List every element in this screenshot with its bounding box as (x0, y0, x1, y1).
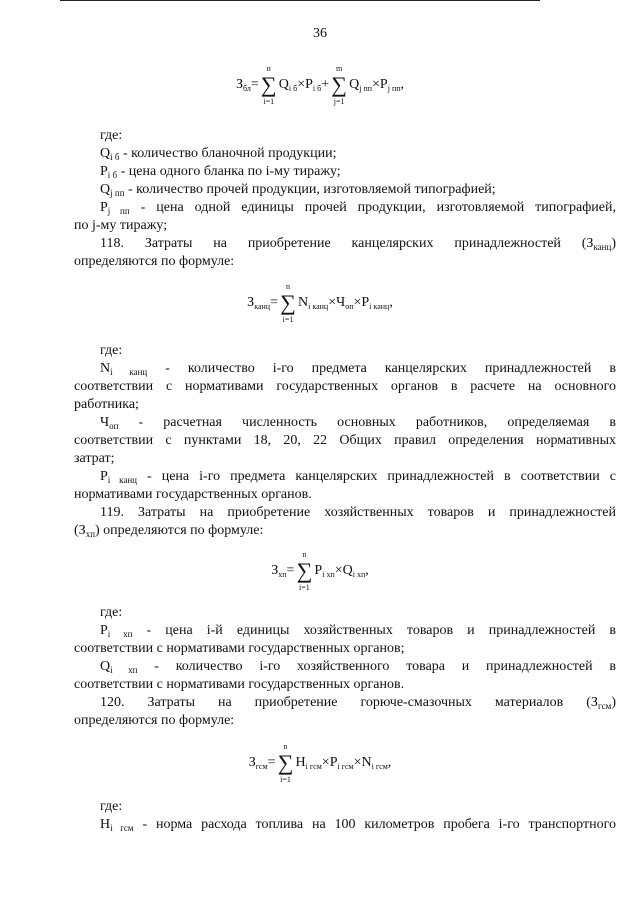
item-text: 120. Затраты на приобретение горюче-смазочных материалов (З (100, 695, 598, 710)
top-rule (60, 0, 540, 1)
item-text-end: ) (611, 236, 616, 251)
formula-lhs: З (271, 563, 279, 579)
sum-symbol (330, 64, 348, 106)
sigma-glyph: ∑ (277, 750, 294, 775)
definition-text: - цена одного бланка по i-му тиражу; (117, 164, 341, 179)
formula-term-sub: i б (288, 84, 298, 94)
sum-lower-limit: i=1 (282, 315, 294, 324)
sum-lower-limit: i=1 (263, 97, 275, 106)
formula-term-sub: оп (345, 302, 354, 312)
sum-upper-limit: n (302, 550, 307, 559)
formula-lhs: З (248, 755, 256, 771)
definition-text: - количество прочей продукции, изготовляемой типографией; (124, 182, 496, 197)
formula-lhs-sub: гсм (255, 762, 268, 772)
definition-text: - цена i-й единицы хозяйственных товаров и принадлежностей в (132, 623, 616, 638)
formula-lhs: З (247, 295, 255, 311)
sum-lower-limit: i=1 (299, 583, 310, 592)
symbol: P (100, 164, 108, 179)
sigma-glyph: ∑ (260, 72, 277, 97)
times-sign: × (353, 295, 362, 311)
times-sign: × (297, 77, 306, 93)
formula-term: P (329, 755, 338, 771)
formula-lhs: З (235, 77, 243, 93)
formula-term-sub: i канц (369, 302, 390, 312)
formula-term: Q (278, 77, 289, 93)
formula-term: Q (342, 563, 353, 579)
item-sub: хп (85, 529, 96, 539)
formula-term: Ч (336, 295, 346, 311)
formula-fuel-costs (0, 742, 640, 784)
where-label: где: (100, 343, 123, 358)
symbol-sub: оп (109, 421, 119, 431)
definition-text: - количество i-го хозяйственного товара и принадлежностей в (137, 659, 616, 674)
symbol: Ч (100, 415, 110, 430)
formula-lhs-sub: хп (278, 570, 287, 580)
formula-household-costs (0, 550, 640, 592)
formula-term-sub: i гсм (337, 762, 354, 772)
sigma-glyph: ∑ (296, 558, 313, 583)
item-text: 118. Затраты на приобретение канцелярских принадлежностей (З (100, 236, 594, 251)
formula-blank-costs (0, 64, 640, 106)
times-sign: × (372, 77, 380, 93)
formula-term: P (361, 295, 370, 311)
definition-line-cont: по j-му тиражу; (74, 218, 168, 233)
formula-term: N (297, 295, 309, 311)
definition-text: - цена одной единицы прочей продукции, изготовляемой типографией, (129, 200, 616, 215)
formula-comma: , (389, 295, 393, 311)
times-sign: × (328, 295, 337, 311)
symbol-sub: i хп (107, 629, 133, 639)
sum-upper-limit: n (266, 64, 271, 73)
item-text-end: ) (611, 695, 616, 710)
definition-line (100, 816, 616, 837)
symbol-sub: i канц (110, 367, 148, 377)
equals-sign: = (250, 77, 259, 93)
formula-term-sub: i хп (322, 570, 335, 580)
definition-line-cont: затрат; (74, 451, 115, 466)
formula-term: P (305, 77, 313, 93)
item-sub: канц (593, 242, 612, 252)
symbol-sub: i гсм (110, 823, 134, 833)
formula-term-sub: i гсм (305, 762, 322, 772)
symbol: P (100, 623, 108, 638)
definition-text: - количество бланочной продукции; (119, 146, 337, 161)
formula-comma: , (400, 77, 405, 93)
item-sub: гсм (597, 701, 612, 711)
formula-term: H (295, 755, 306, 771)
definition-text: - количество i-го предмета канцелярских принадлежностей в (147, 361, 616, 376)
formula-term: P (379, 77, 388, 93)
formula-lhs-sub: канц (254, 302, 271, 312)
item-119-heading: 119. Затраты на приобретение хозяйственных товаров и принадлежностей (100, 505, 616, 520)
formula-term-sub: j пп (387, 84, 401, 94)
definition-line-cont: соответствии с нормативами государственных органов. (74, 677, 405, 692)
symbol-sub: i б (110, 152, 120, 162)
formula-term-sub: i б (312, 84, 322, 94)
formula-term-sub: i хп (352, 570, 366, 580)
symbol-sub: i б (107, 170, 118, 180)
definition-line-cont: соответствии с нормативами государственных органов; (74, 641, 405, 656)
definition-line-cont: соответствии с пунктами 18, 20, 22 Общих правил определения нормативных (74, 433, 616, 448)
sum-lower-limit: j=1 (333, 97, 345, 106)
formula-term-sub: j пп (359, 84, 373, 94)
symbol: N (100, 361, 111, 376)
symbol-sub: i хп (110, 665, 138, 675)
sigma-glyph: ∑ (280, 290, 296, 315)
definition-text: - норма расхода топлива на 100 километров пробега i-го транспортного (133, 817, 616, 832)
symbol-sub: j пп (110, 188, 125, 198)
item-118-cont: определяются по формуле: (74, 254, 235, 269)
sum-upper-limit: n (285, 282, 290, 291)
sum-upper-limit: m (335, 64, 343, 73)
symbol: Q (100, 182, 111, 197)
page-number: 36 (313, 26, 327, 41)
formula-term-sub: i гсм (371, 762, 388, 772)
where-label: где: (100, 128, 123, 143)
equals-sign: = (267, 755, 276, 771)
item-text-end: ) определяются по формуле: (95, 523, 264, 538)
definition-text: - цена i-го предмета канцелярских принадлежностей в соответствии с (136, 469, 616, 484)
symbol: P (100, 200, 108, 215)
formula-term: Q (349, 77, 360, 93)
sum-upper-limit: n (283, 742, 288, 751)
where-label: где: (100, 799, 123, 814)
sum-symbol (295, 550, 313, 592)
formula-term-sub: i канц (308, 302, 329, 312)
times-sign: × (321, 755, 330, 771)
where-label: где: (100, 605, 123, 620)
item-text: (З (74, 523, 86, 538)
definition-line-cont: нормативами государственных органов. (74, 487, 312, 502)
item-119-cont (74, 522, 616, 543)
sum-symbol (279, 282, 297, 324)
formula-term: N (361, 755, 372, 771)
symbol: H (100, 817, 111, 832)
definition-line-cont: соответствии с нормативами государственных органов в расчете на основного (74, 379, 616, 394)
symbol: P (100, 469, 108, 484)
times-sign: × (353, 755, 362, 771)
sum-lower-limit: i=1 (280, 775, 291, 784)
definition-line-cont: работника; (74, 397, 139, 412)
times-sign: × (334, 563, 343, 579)
sum-symbol (277, 742, 295, 784)
equals-sign: = (270, 295, 278, 311)
formula-term: P (314, 563, 323, 579)
formula-lhs-sub: бл (242, 84, 251, 94)
symbol: Q (100, 146, 111, 161)
definition-text: - расчетная численность основных работников, определяемая в (118, 415, 616, 430)
sigma-glyph: ∑ (331, 72, 347, 97)
formula-comma: , (365, 563, 369, 579)
formula-comma: , (387, 755, 392, 771)
symbol: Q (100, 659, 111, 674)
formula-stationery-costs (0, 282, 640, 324)
equals-sign: = (286, 563, 295, 579)
sum-symbol (260, 64, 278, 106)
plus-sign: + (321, 77, 330, 93)
symbol-sub: j пп (107, 206, 130, 216)
symbol-sub: i канц (107, 475, 137, 485)
item-120-cont: определяются по формуле: (74, 713, 235, 728)
